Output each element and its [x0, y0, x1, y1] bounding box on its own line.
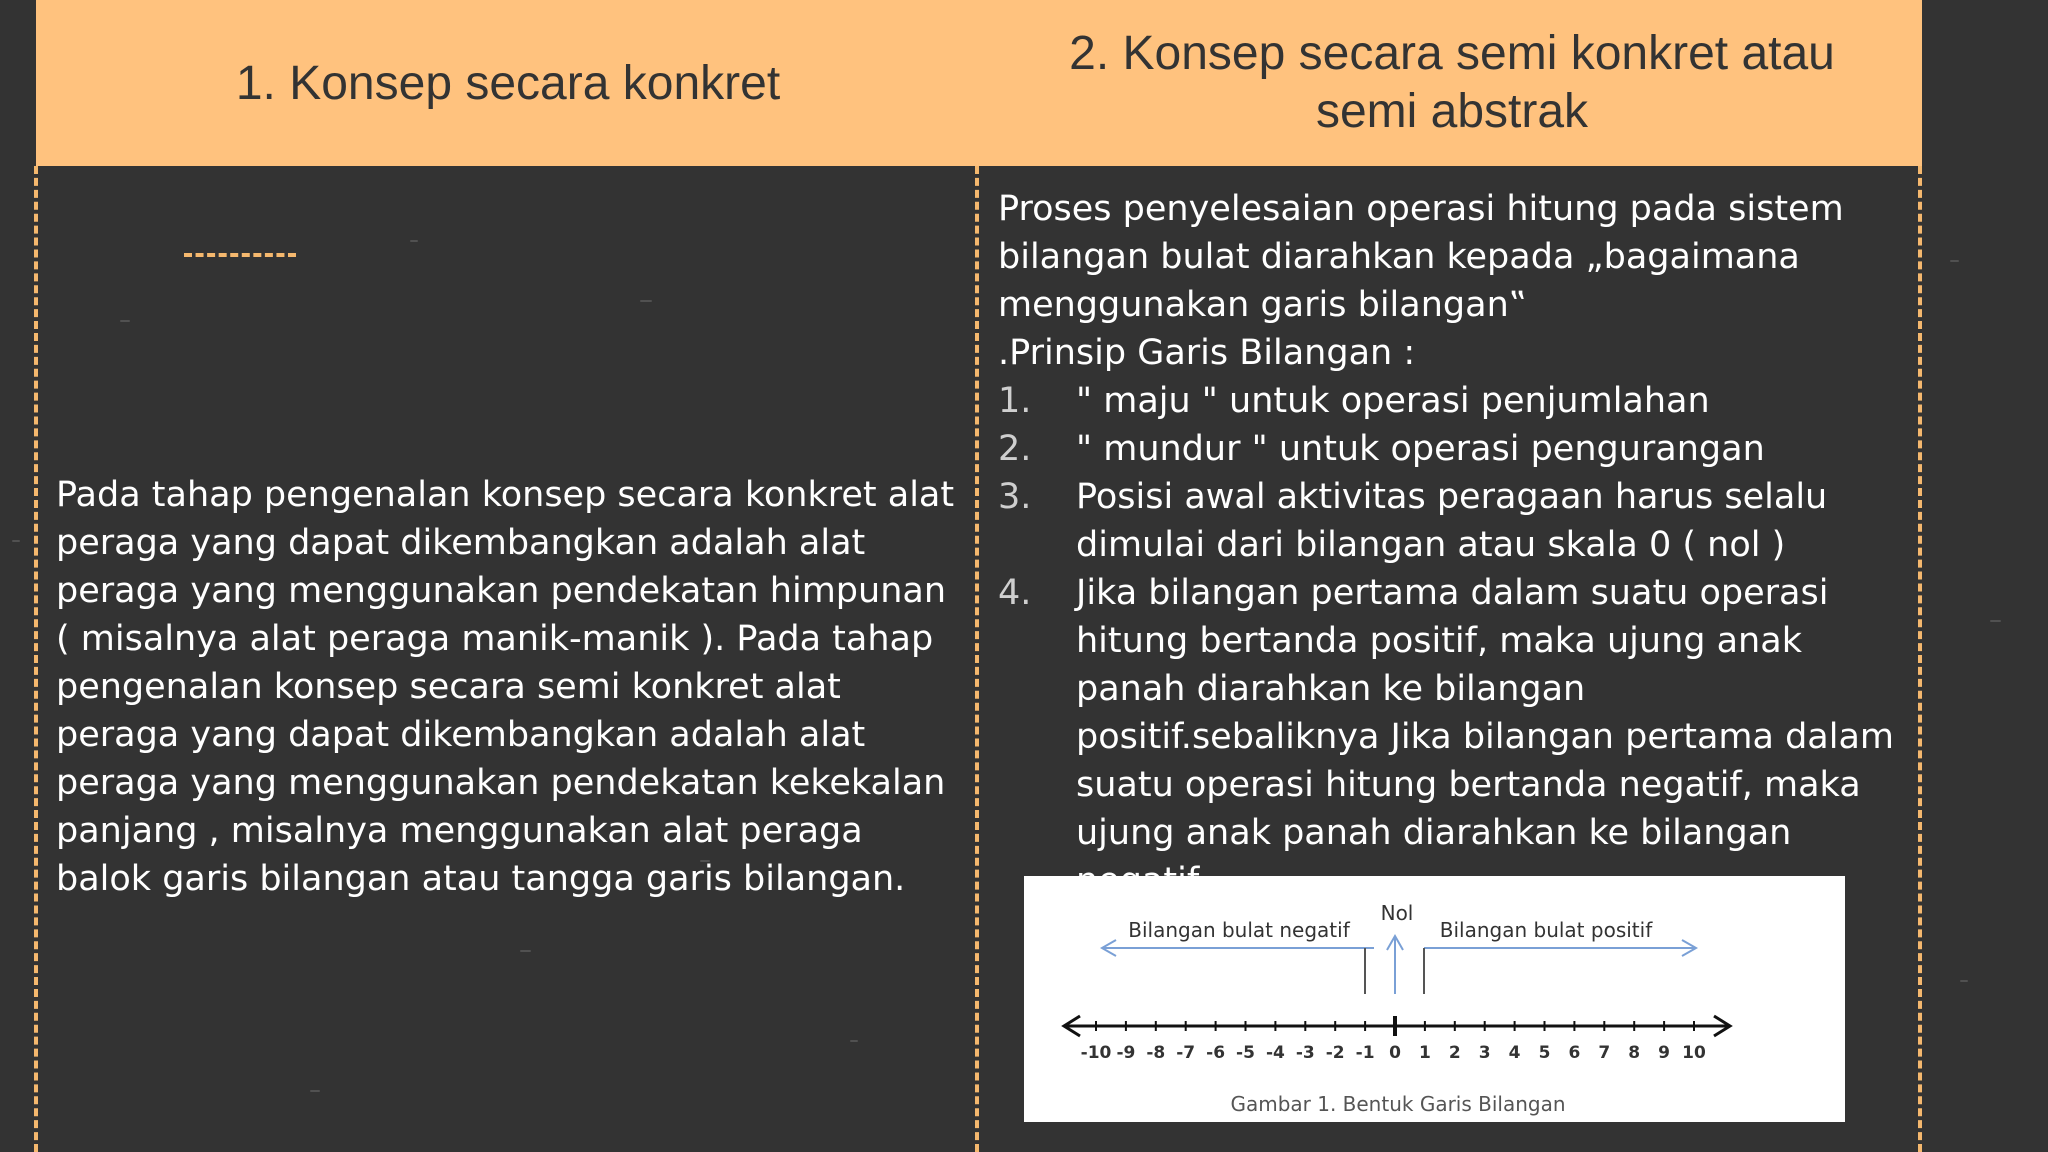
- label-positive: Bilangan bulat positif: [1439, 918, 1653, 942]
- label-negative: Bilangan bulat negatif: [1128, 918, 1350, 942]
- list-item: [998, 425, 1898, 473]
- list-text: " maju " untuk operasi penjumlahan: [1076, 381, 1710, 421]
- tick-label: 4: [1508, 1043, 1521, 1063]
- number-line-figure: [1024, 876, 1845, 1122]
- tick-label: -10: [1080, 1043, 1112, 1063]
- tick-label: -4: [1265, 1043, 1285, 1063]
- list-text: Posisi awal aktivitas peragaan harus selalu dimulai dari bilangan atau skala 0 ( nol ): [1076, 477, 1828, 565]
- tick-label: 1: [1418, 1043, 1431, 1063]
- tick-label: 6: [1568, 1043, 1581, 1063]
- number-line-svg: [1024, 876, 1845, 1122]
- list-number: 1.: [998, 381, 1032, 421]
- tick-label: 3: [1478, 1043, 1491, 1063]
- list-number: 3.: [998, 477, 1032, 517]
- tick-label: 0: [1389, 1043, 1401, 1063]
- tick-label: -2: [1325, 1043, 1345, 1063]
- tick-group: [1081, 1016, 1706, 1063]
- right-column-body: [998, 185, 1898, 905]
- tick-label: -3: [1295, 1043, 1315, 1063]
- principles-list: [998, 377, 1898, 905]
- list-text: Jika bilangan pertama dalam suatu operasi hitung bertanda positif, maka ujung anak panah diarahkan ke bilangan positif.sebaliknya Jika bilangan pertama dalam suatu operasi hitung bertanda negatif, maka ujung anak panah diarahkan ke bilangan: [1076, 573, 1895, 853]
- tick-label: -6: [1206, 1043, 1226, 1063]
- label-zero: Nol: [1380, 901, 1414, 925]
- principle-heading: .Prinsip Garis Bilangan :: [998, 333, 1416, 373]
- list-number: 2.: [998, 429, 1032, 469]
- right-title-line-2: semi abstrak: [1315, 85, 1589, 138]
- tick-label: -7: [1176, 1043, 1196, 1063]
- left-column-title: 1. Konsep secara konkret: [235, 56, 781, 110]
- center-divider-dashed: [975, 166, 979, 1152]
- list-item: [998, 377, 1898, 425]
- tick-label: 5: [1538, 1043, 1551, 1063]
- left-column-body: Pada tahap pengenalan konsep secara konkret alat peraga yang dapat dikembangkan adalah alat peraga yang menggunakan pendekatan himpunan ( misalnya alat peraga manik-manik ). Pada tahap pengenalan konsep secara semi konkret alat peraga yang dapat dikembangkan adalah alat peraga yang menggunakan pendekatan kekekalan panjang , misalnya menggunakan alat peraga balok garis bilangan atau tangga garis bilangan.: [56, 475, 955, 899]
- tick-label: -9: [1116, 1043, 1136, 1063]
- list-number: 4.: [998, 573, 1032, 613]
- list-text: " mundur " untuk operasi pengurangan: [1076, 429, 1765, 469]
- tick-label: 2: [1448, 1043, 1461, 1063]
- tick-label: 8: [1628, 1043, 1641, 1063]
- list-item: [998, 569, 1898, 905]
- tick-label: -8: [1146, 1043, 1166, 1063]
- figure-caption: Gambar 1. Bentuk Garis Bilangan: [1230, 1092, 1566, 1116]
- right-title-line-1: 2. Konsep secara semi konkret atau: [1069, 27, 1835, 80]
- right-column-title: [982, 0, 1922, 166]
- tick-label: 7: [1598, 1043, 1611, 1063]
- left-border-dashed: [34, 166, 38, 1152]
- tick-label: 10: [1682, 1043, 1706, 1063]
- list-item: [998, 473, 1898, 569]
- right-border-dashed: [1918, 166, 1922, 1152]
- tick-label: 9: [1658, 1043, 1671, 1063]
- tick-label: -5: [1236, 1043, 1255, 1063]
- intro-paragraph: Proses penyelesaian operasi hitung pada sistem bilangan bulat diarahkan kepada „bagaimana menggunakan garis bilangan‟: [998, 189, 1844, 325]
- decorative-dash: [184, 253, 296, 257]
- tick-label: -1: [1355, 1043, 1375, 1063]
